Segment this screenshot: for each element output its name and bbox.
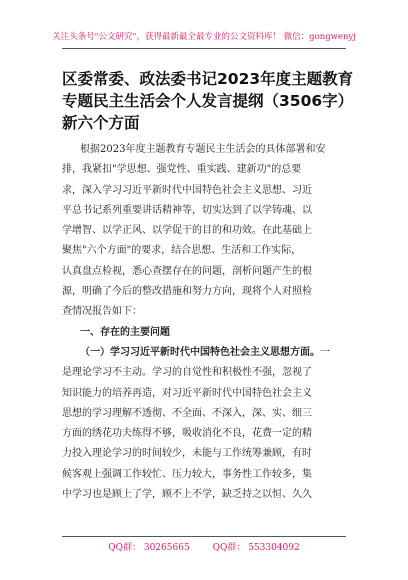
paragraph-line: 聚焦"六个方面"的要求，结合思想、生活和工作实际，: [62, 245, 302, 257]
paragraph-line: 认真盘点检视，悉心查摆存在的问题，剖析问题产生的根: [62, 265, 312, 277]
paragraph-line: 学增智、以学正风、以学促干的目的和功效。在此基础上: [62, 225, 312, 237]
footer-qq-group-1: QQ群： 30265665: [108, 543, 190, 553]
footer-qq-group-2: QQ群： 553304092: [212, 543, 300, 553]
paragraph-line: 平总书记系列重要讲话精神等，切实达到了以学铸魂、以: [62, 204, 312, 216]
subheading-line: [62, 343, 348, 363]
section-heading: 一、存在的主要问题: [80, 326, 170, 338]
footer-divider: [62, 536, 346, 537]
subheading-tail: 一: [320, 346, 330, 358]
document-body: [62, 140, 348, 505]
paragraph-line: 中学习也是顾上了学，顾不上不学，缺乏持之以恒、久久: [62, 489, 312, 501]
paragraph-line: 方面的绣花功夫练得不够，吸收消化不良，花费一定的精: [62, 428, 312, 440]
paragraph-line: 是理论学习不主动。学习的自觉性和积极性不强，忽视了: [62, 367, 312, 379]
paragraph-line: 求，深入学习习近平新时代中国特色社会主义思想、习近: [62, 184, 312, 196]
document-title: [62, 68, 354, 134]
title-line: 专题民主生活会个人发言提纲（3506字）: [62, 92, 354, 110]
paragraph-line: 思想的学习理解不透彻、不全面、不深入，深、实、细三: [62, 407, 312, 419]
paragraph-line: 知识能力的培养再造，对习近平新时代中国特色社会主义: [62, 387, 312, 399]
paragraph-line: 候客观上强调工作较忙、压力较大，事务性工作较多，集: [62, 468, 312, 480]
title-line: 新六个方面: [62, 114, 140, 132]
paragraph-line: 排，我紧扣"学思想、强党性、重实践、建新功"的总要: [62, 164, 302, 176]
header-promo-text: 关注头条号"公文研究"，获得最新最全最专业的公文资料库！ 微信：gongwenyj: [52, 32, 356, 42]
footer-contact: [0, 540, 408, 553]
paragraph-line: 根据2023年度主题教育专题民主生活会的具体部署和安: [80, 144, 326, 155]
paragraph-line: 力投入理论学习的时间较少，未能与工作统筹兼顾，有时: [62, 448, 312, 460]
title-line: 区委常委、政法委书记2023年度主题教育: [62, 70, 354, 88]
header-divider: [62, 48, 346, 49]
paragraph-line: 源，明确了今后的整改措施和努力方向，现将个人对照检: [62, 286, 312, 298]
subheading: （一）学习习近平新时代中国特色社会主义思想方面。: [80, 346, 320, 358]
paragraph-line: 查情况报告如下：: [62, 306, 142, 318]
